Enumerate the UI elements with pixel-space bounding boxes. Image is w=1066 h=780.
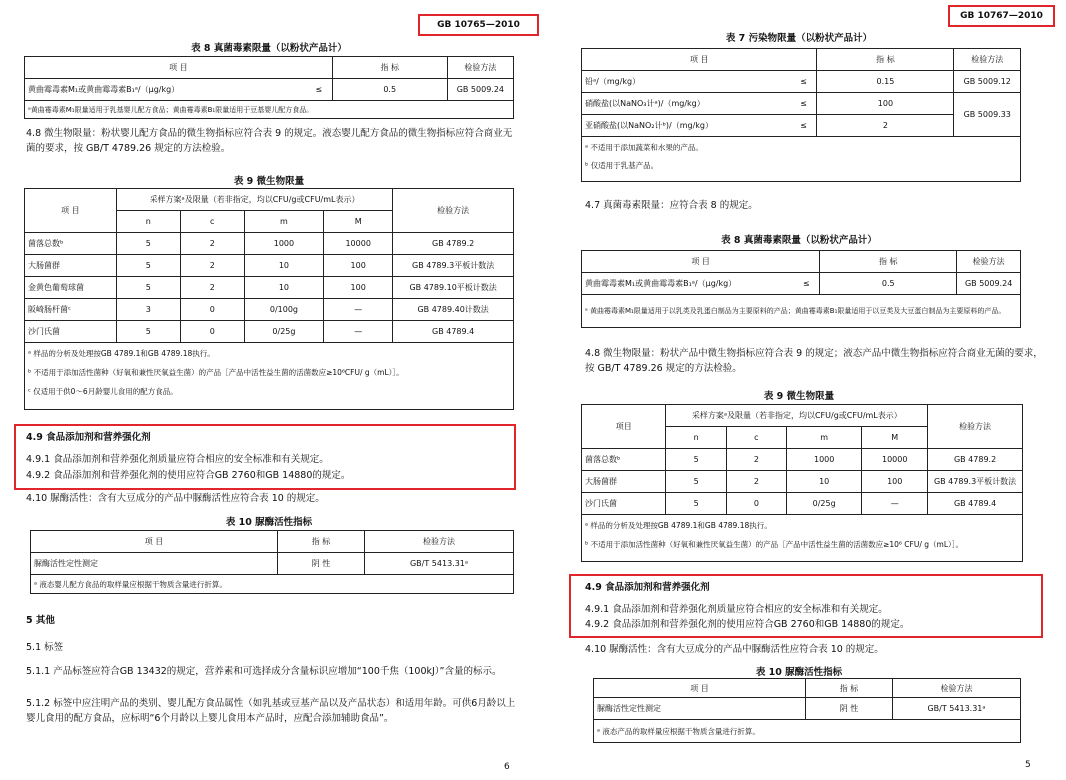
section-4-9-1: 4.9.1 食品添加剂和营养强化剂质量应符合相应的安全标准和有关规定。 bbox=[585, 604, 888, 615]
highlight-box bbox=[14, 424, 516, 490]
col-method: 检验方法 bbox=[365, 531, 514, 553]
sub-n: n bbox=[666, 427, 726, 449]
sub-n: n bbox=[116, 211, 180, 233]
col-limit: 指 标 bbox=[817, 49, 954, 71]
table-notes bbox=[582, 137, 1021, 182]
col-limit: 指 标 bbox=[806, 679, 893, 698]
cell: ≤ bbox=[306, 79, 333, 101]
table-8 bbox=[581, 250, 1021, 328]
col-limit: 指 标 bbox=[332, 57, 447, 79]
table-7 bbox=[581, 48, 1021, 182]
table-10 bbox=[30, 530, 514, 594]
page-number: 5 bbox=[1025, 760, 1031, 770]
cell: 脲酶活性定性测定 bbox=[594, 698, 806, 720]
col-item: 项 目 bbox=[594, 679, 806, 698]
section-4-9: 4.9 食品添加剂和营养强化剂 bbox=[26, 432, 151, 443]
table-row: 沙门氏菌 5 0 0/25g — GB 4789.4 bbox=[582, 493, 1023, 515]
col-limit: 指 标 bbox=[278, 531, 365, 553]
table-row: 菌落总数ᵇ 5 2 1000 10000 GB 4789.2 bbox=[25, 233, 514, 255]
cell: 阴 性 bbox=[278, 553, 365, 575]
table-note: ᶜ 仅适用于供0～6月龄婴儿食用的配方食品。 bbox=[28, 387, 178, 396]
section-5-1: 5.1 标签 bbox=[26, 642, 64, 653]
table-8-caption: 表 8 真菌毒素限量（以粉状产品计） bbox=[191, 43, 347, 54]
section-4-8: 4.8 微生物限量：粉状婴儿配方食品的微生物指标应符合表 9 的规定。液态婴儿配方食品的微生物指标应符合商业无菌的要求，按 GB/T 4789.26 规定的方法检验。 bbox=[26, 128, 513, 154]
table-9 bbox=[24, 188, 514, 410]
sub-M: M bbox=[862, 427, 928, 449]
cell: 黄曲霉毒素M₁或黄曲霉毒素B₁ᵃ/（μg/kg） bbox=[582, 273, 794, 295]
sub-c: c bbox=[180, 211, 244, 233]
section-5-1-2: 5.1.2 标签中应注明产品的类别、婴儿配方食品属性（如乳基或豆基产品以及产品状态）和适用年龄。可供6月龄以上婴儿食用的配方食品，应标明“6个月龄以上婴儿食用本产品时，应配合添加辅助食品”。 bbox=[26, 698, 516, 724]
table-note: ᵃ 样品的分析及处理按GB 4789.1和GB 4789.18执行。 bbox=[585, 521, 772, 530]
cell: 0.5 bbox=[820, 273, 957, 295]
section-4-7: 4.7 真菌毒素限量：应符合表 8 的规定。 bbox=[585, 200, 758, 211]
table-note: ᵃ黄曲霉毒素M₁限量适用于乳基婴儿配方食品；黄曲霉毒素B₁限量适用于豆基婴儿配方食品。 bbox=[25, 101, 514, 119]
col-item: 项目 bbox=[582, 405, 666, 449]
cell: GB/T 5413.31ᵃ bbox=[365, 553, 514, 575]
col-item: 项 目 bbox=[31, 531, 278, 553]
table-10-caption: 表 10 脲酶活性指标 bbox=[225, 517, 313, 528]
cell: GB/T 5413.31ᵃ bbox=[893, 698, 1021, 720]
table-10-caption: 表 10 脲酶活性指标 bbox=[755, 667, 843, 678]
cell: 0.5 bbox=[332, 79, 447, 101]
col-method: 检验方法 bbox=[954, 49, 1021, 71]
col-item: 项 目 bbox=[25, 57, 333, 79]
section-4-8: 4.8 微生物限量：粉状产品中微生物指标应符合表 9 的规定；液态产品中微生物指标应符合商业无菌的要求，按 GB/T 4789.26 规定的方法检验。 bbox=[585, 348, 1043, 374]
cell: GB 5009.24 bbox=[957, 273, 1021, 295]
standard-number: GB 10767—2010 bbox=[948, 5, 1055, 27]
sub-c: c bbox=[726, 427, 786, 449]
table-note: ᵃ 不适用于添加蔬菜和水果的产品。 bbox=[585, 143, 703, 152]
col-item: 项 目 bbox=[25, 189, 117, 233]
col-method: 检验方法 bbox=[893, 679, 1021, 698]
section-4-10: 4.10 脲酶活性：含有大豆成分的产品中脲酶活性应符合表 10 的规定。 bbox=[585, 644, 884, 655]
table-row: 菌落总数ᵇ 5 2 1000 10000 GB 4789.2 bbox=[582, 449, 1023, 471]
cell: ≤ bbox=[793, 273, 820, 295]
col-plan: 采样方案ᵃ及限量（若非指定，均以CFU/g或CFU/mL表示） bbox=[116, 189, 392, 211]
table-row: 铅ᵃ/（mg/kg） ≤ 0.15 GB 5009.12 bbox=[582, 71, 1021, 93]
col-limit: 指 标 bbox=[820, 251, 957, 273]
table-note: ᵇ 不适用于添加活性菌种（好氧和兼性厌氧益生菌）的产品［产品中活性益生菌的活菌数应≥10⁶ CFU/ g（mL）］。 bbox=[585, 540, 964, 549]
sub-M: M bbox=[324, 211, 393, 233]
table-row: 阪崎肠杆菌ᶜ 3 0 0/100g — GB 4789.40计数法 bbox=[25, 299, 514, 321]
table-row: 硝酸盐(以NaNO₃计ᵃ)/（mg/kg） ≤ 100 GB 5009.33 bbox=[582, 93, 1021, 115]
table-note: ᵃ 黄曲霉毒素M₁限量适用于以乳类及乳蛋白制品为主要原料的产品；黄曲霉毒素B₁限量适用于以豆类及大豆蛋白制品为主要原料的产品。 bbox=[582, 295, 1021, 328]
section-5-1-1: 5.1.1 产品标签应符合GB 13432的规定，营养素和可选择成分含量标识应增加“100千焦（100kJ）”含量的标示。 bbox=[26, 666, 502, 677]
col-plan: 采样方案ᵃ及限量（若非指定，均以CFU/g或CFU/mL表示） bbox=[666, 405, 928, 427]
standard-number: GB 10765—2010 bbox=[418, 14, 539, 36]
section-4-9-1: 4.9.1 食品添加剂和营养强化剂质量应符合相应的安全标准和有关规定。 bbox=[26, 454, 329, 465]
table-8-caption: 表 8 真菌毒素限量（以粉状产品计） bbox=[721, 235, 877, 246]
table-9-caption: 表 9 微生物限量 bbox=[763, 391, 835, 402]
table-row: 沙门氏菌 5 0 0/25g — GB 4789.4 bbox=[25, 321, 514, 343]
table-note: ᵃ 样品的分析及处理按GB 4789.1和GB 4789.18执行。 bbox=[28, 349, 215, 358]
table-7-caption: 表 7 污染物限量（以粉状产品计） bbox=[725, 33, 873, 44]
section-4-9-2: 4.9.2 食品添加剂和营养强化剂的使用应符合GB 2760和GB 14880的规定。 bbox=[26, 470, 351, 481]
table-9-caption: 表 9 微生物限量 bbox=[233, 176, 305, 187]
cell: 阴 性 bbox=[806, 698, 893, 720]
section-5: 5 其他 bbox=[26, 615, 55, 626]
table-row: 大肠菌群 5 2 10 100 GB 4789.3平板计数法 bbox=[25, 255, 514, 277]
table-8 bbox=[24, 56, 514, 119]
col-method: 检验方法 bbox=[447, 57, 513, 79]
col-item: 项 目 bbox=[582, 49, 817, 71]
table-9 bbox=[581, 404, 1023, 562]
sub-m: m bbox=[786, 427, 861, 449]
section-4-10: 4.10 脲酶活性：含有大豆成分的产品中脲酶活性应符合表 10 的规定。 bbox=[26, 493, 325, 504]
cell: 黄曲霉毒素M₁或黄曲霉毒素B₁ᵃ/（μg/kg） bbox=[25, 79, 306, 101]
table-10 bbox=[593, 678, 1021, 743]
table-note: ᵃ 液态婴儿配方食品的取样量应根据干物质含量进行折算。 bbox=[31, 575, 514, 594]
right-page bbox=[533, 0, 1066, 780]
table-notes bbox=[25, 343, 514, 410]
table-row: 亚硝酸盐(以NaNO₂计ᵇ)/（mg/kg） ≤ 2 bbox=[582, 115, 1021, 137]
col-item: 项 目 bbox=[582, 251, 820, 273]
sub-m: m bbox=[244, 211, 323, 233]
table-note: ᵃ 液态产品的取样量应根据干物质含量进行折算。 bbox=[594, 720, 1021, 743]
page-number: 6 bbox=[504, 762, 510, 772]
col-method: 检验方法 bbox=[928, 405, 1023, 449]
section-4-9-2: 4.9.2 食品添加剂和营养强化剂的使用应符合GB 2760和GB 14880的规定。 bbox=[585, 619, 910, 630]
highlight-box bbox=[569, 574, 1043, 638]
cell: GB 5009.24 bbox=[447, 79, 513, 101]
col-method: 检验方法 bbox=[393, 189, 514, 233]
table-notes bbox=[582, 515, 1023, 562]
table-note: ᵇ 不适用于添加活性菌种（好氧和兼性厌氧益生菌）的产品［产品中活性益生菌的活菌数应≥10⁶CFU/ g（mL）］。 bbox=[28, 368, 404, 377]
section-4-9: 4.9 食品添加剂和营养强化剂 bbox=[585, 582, 710, 593]
table-row: 大肠菌群 5 2 10 100 GB 4789.3平板计数法 bbox=[582, 471, 1023, 493]
table-row: 金黄色葡萄球菌 5 2 10 100 GB 4789.10平板计数法 bbox=[25, 277, 514, 299]
cell: 脲酶活性定性测定 bbox=[31, 553, 278, 575]
table-note: ᵇ 仅适用于乳基产品。 bbox=[585, 161, 659, 170]
col-method: 检验方法 bbox=[957, 251, 1021, 273]
